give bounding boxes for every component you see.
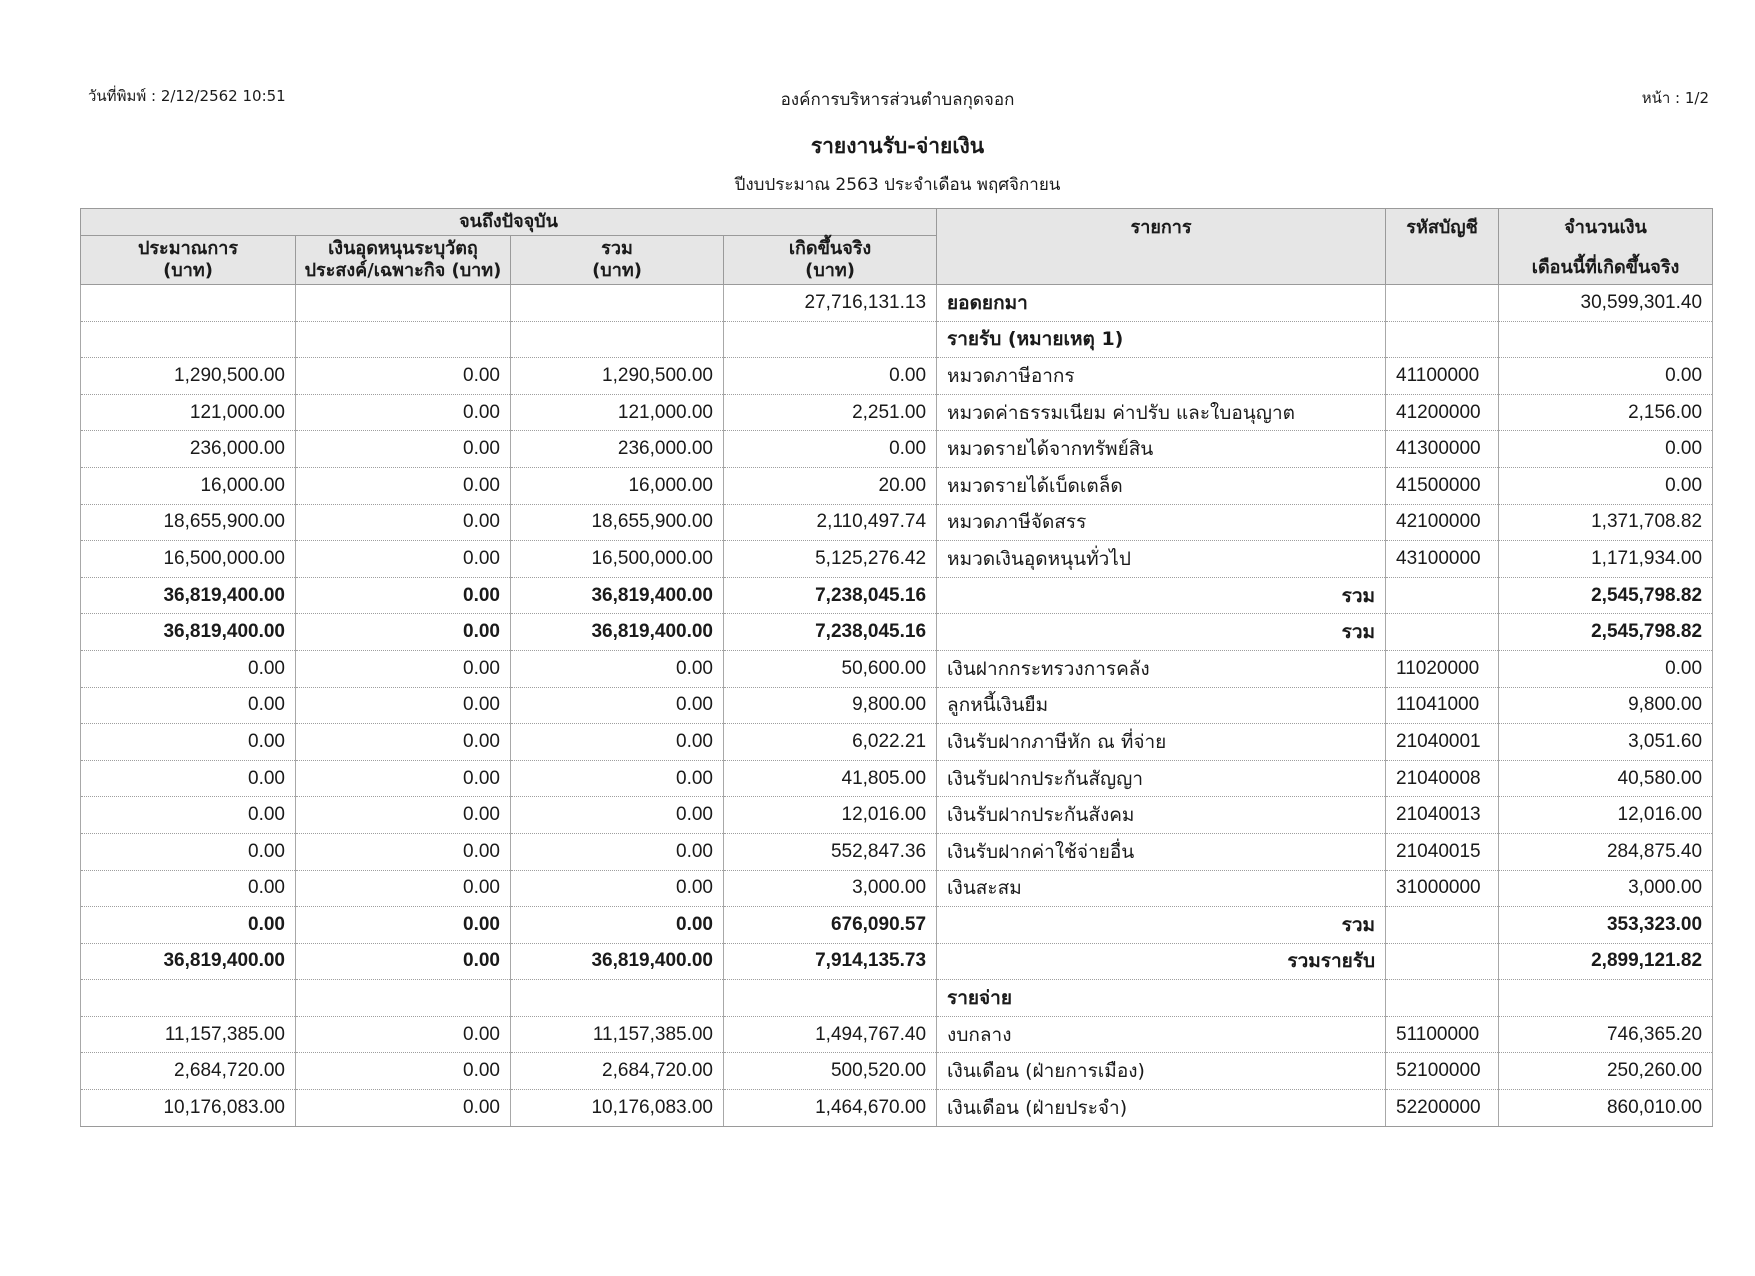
subsidy-cell: 0.00 — [296, 394, 511, 431]
subsidy-cell: 0.00 — [296, 431, 511, 468]
month-amount-cell: 3,000.00 — [1499, 870, 1713, 907]
account-code-cell: 11020000 — [1386, 650, 1499, 687]
subsidy-cell: 0.00 — [296, 504, 511, 541]
table-row — [81, 760, 1713, 797]
subsidy-cell: 0.00 — [296, 541, 511, 578]
estimate-cell: 18,655,900.00 — [81, 504, 296, 541]
subsidy-cell — [296, 321, 511, 358]
account-code-cell: 43100000 — [1386, 541, 1499, 578]
total-cell: 36,819,400.00 — [511, 943, 724, 980]
item-cell: เงินเดือน (ฝ่ายประจำ) — [937, 1090, 1386, 1127]
table-row — [81, 870, 1713, 907]
table-row — [81, 467, 1713, 504]
subsidy-cell: 0.00 — [296, 614, 511, 651]
table-row — [81, 431, 1713, 468]
estimate-cell: 1,290,500.00 — [81, 358, 296, 395]
total-cell: 236,000.00 — [511, 431, 724, 468]
amount-header-label: จำนวนเงิน — [1564, 217, 1647, 238]
table-row — [81, 577, 1713, 614]
item-cell: รายรับ (หมายเหตุ 1) — [937, 321, 1386, 358]
item-cell: งบกลาง — [937, 1016, 1386, 1053]
table-row — [81, 358, 1713, 395]
estimate-cell: 0.00 — [81, 760, 296, 797]
actual-cell: 7,238,045.16 — [724, 577, 937, 614]
total-cell: 0.00 — [511, 797, 724, 834]
item-cell: หมวดภาษีอากร — [937, 358, 1386, 395]
item-cell: หมวดเงินอุดหนุนทั่วไป — [937, 541, 1386, 578]
total-cell: 36,819,400.00 — [511, 614, 724, 651]
item-cell: เงินรับฝากประกันสัญญา — [937, 760, 1386, 797]
item-cell: รายจ่าย — [937, 980, 1386, 1017]
total-cell: 18,655,900.00 — [511, 504, 724, 541]
account-code-cell — [1386, 980, 1499, 1017]
month-amount-cell: 9,800.00 — [1499, 687, 1713, 724]
actual-cell: 2,251.00 — [724, 394, 937, 431]
total-cell: 0.00 — [511, 724, 724, 761]
actual-cell: 41,805.00 — [724, 760, 937, 797]
total-cell: 16,500,000.00 — [511, 541, 724, 578]
item-cell: หมวดภาษีจัดสรร — [937, 504, 1386, 541]
actual-cell: 500,520.00 — [724, 1053, 937, 1090]
account-code-cell: 11041000 — [1386, 687, 1499, 724]
subsidy-cell — [296, 980, 511, 1017]
estimate-cell: 236,000.00 — [81, 431, 296, 468]
subsidy-cell: 0.00 — [296, 1016, 511, 1053]
estimate-cell: 0.00 — [81, 724, 296, 761]
item-cell: หมวดรายได้จากทรัพย์สิน — [937, 431, 1386, 468]
month-amount-cell: 284,875.40 — [1499, 833, 1713, 870]
account-code-cell: 41500000 — [1386, 467, 1499, 504]
estimate-cell: 0.00 — [81, 907, 296, 944]
actual-column-header — [724, 236, 937, 285]
table-row — [81, 541, 1713, 578]
account-code-cell — [1386, 614, 1499, 651]
total-cell: 11,157,385.00 — [511, 1016, 724, 1053]
subsidy-header-label: เงินอุดหนุนระบุวัตถุ — [328, 238, 478, 259]
actual-cell: 1,464,670.00 — [724, 1090, 937, 1127]
account-code-cell: 41100000 — [1386, 358, 1499, 395]
item-cell: เงินรับฝากค่าใช้จ่ายอื่น — [937, 833, 1386, 870]
month-amount-cell: 40,580.00 — [1499, 760, 1713, 797]
item-cell: เงินเดือน (ฝ่ายการเมือง) — [937, 1053, 1386, 1090]
actual-cell: 5,125,276.42 — [724, 541, 937, 578]
actual-cell: 12,016.00 — [724, 797, 937, 834]
table-row — [81, 614, 1713, 651]
account-code-cell — [1386, 907, 1499, 944]
receipts-payments-table — [80, 208, 1713, 1127]
item-cell: รวม — [937, 907, 1386, 944]
table-row — [81, 504, 1713, 541]
actual-header-unit: (บาท) — [805, 260, 855, 281]
total-cell: 0.00 — [511, 833, 724, 870]
amount-header-sublabel: เดือนนี้ที่เกิดขึ้นจริง — [1531, 257, 1680, 278]
subsidy-cell: 0.00 — [296, 687, 511, 724]
actual-cell: 20.00 — [724, 467, 937, 504]
table-row — [81, 980, 1713, 1017]
total-cell: 0.00 — [511, 870, 724, 907]
actual-cell: 7,914,135.73 — [724, 943, 937, 980]
actual-cell: 3,000.00 — [724, 870, 937, 907]
month-amount-cell: 746,365.20 — [1499, 1016, 1713, 1053]
total-cell: 0.00 — [511, 760, 724, 797]
month-amount-cell: 0.00 — [1499, 467, 1713, 504]
table-row — [81, 797, 1713, 834]
total-column-header — [511, 236, 724, 285]
account-code-cell: 21040013 — [1386, 797, 1499, 834]
account-code-cell: 21040001 — [1386, 724, 1499, 761]
total-cell: 2,684,720.00 — [511, 1053, 724, 1090]
actual-cell: 552,847.36 — [724, 833, 937, 870]
account-code-cell: 51100000 — [1386, 1016, 1499, 1053]
estimate-cell: 36,819,400.00 — [81, 614, 296, 651]
month-amount-cell: 30,599,301.40 — [1499, 285, 1713, 322]
item-cell: เงินฝากกระทรวงการคลัง — [937, 650, 1386, 687]
estimate-cell: 2,684,720.00 — [81, 1053, 296, 1090]
actual-cell: 1,494,767.40 — [724, 1016, 937, 1053]
report-title: รายงานรับ-จ่ายเงิน — [810, 134, 985, 158]
actual-cell — [724, 321, 937, 358]
estimate-cell: 0.00 — [81, 687, 296, 724]
month-amount-cell: 2,545,798.82 — [1499, 577, 1713, 614]
account-code-cell: 42100000 — [1386, 504, 1499, 541]
item-cell: หมวดรายได้เบ็ดเตล็ด — [937, 467, 1386, 504]
subsidy-header-line2: ประสงค์/เฉพาะกิจ (บาท) — [304, 260, 502, 281]
account-code-cell — [1386, 943, 1499, 980]
table-row — [81, 321, 1713, 358]
estimate-cell: 0.00 — [81, 833, 296, 870]
month-amount-cell: 250,260.00 — [1499, 1053, 1713, 1090]
item-cell: รวม — [937, 577, 1386, 614]
subsidy-cell: 0.00 — [296, 907, 511, 944]
item-cell: หมวดค่าธรรมเนียม ค่าปรับ และใบอนุญาต — [937, 394, 1386, 431]
table-row — [81, 1053, 1713, 1090]
month-amount-cell: 2,156.00 — [1499, 394, 1713, 431]
subsidy-cell: 0.00 — [296, 1053, 511, 1090]
estimate-header-unit: (บาท) — [163, 260, 213, 281]
total-cell: 121,000.00 — [511, 394, 724, 431]
item-cell: รวมรายรับ — [937, 943, 1386, 980]
table-row — [81, 943, 1713, 980]
item-cell: รวม — [937, 614, 1386, 651]
total-cell: 0.00 — [511, 907, 724, 944]
actual-cell — [724, 980, 937, 1017]
total-cell: 10,176,083.00 — [511, 1090, 724, 1127]
to-date-group-header: จนถึงปัจจุบัน — [81, 209, 937, 236]
total-cell: 0.00 — [511, 650, 724, 687]
actual-cell: 2,110,497.74 — [724, 504, 937, 541]
estimate-cell: 0.00 — [81, 650, 296, 687]
amount-column-header — [1499, 209, 1713, 285]
item-column-header: รายการ — [937, 209, 1386, 285]
estimate-cell: 11,157,385.00 — [81, 1016, 296, 1053]
item-cell: ลูกหนี้เงินยืม — [937, 687, 1386, 724]
subsidy-cell: 0.00 — [296, 467, 511, 504]
item-cell: เงินรับฝากภาษีหัก ณ ที่จ่าย — [937, 724, 1386, 761]
month-amount-cell: 1,371,708.82 — [1499, 504, 1713, 541]
subsidy-cell: 0.00 — [296, 650, 511, 687]
subsidy-cell: 0.00 — [296, 724, 511, 761]
month-amount-cell: 2,899,121.82 — [1499, 943, 1713, 980]
total-cell — [511, 980, 724, 1017]
estimate-cell: 36,819,400.00 — [81, 943, 296, 980]
table-row — [81, 1016, 1713, 1053]
table-row — [81, 650, 1713, 687]
month-amount-cell: 3,051.60 — [1499, 724, 1713, 761]
month-amount-cell: 353,323.00 — [1499, 907, 1713, 944]
table-row — [81, 724, 1713, 761]
actual-cell: 50,600.00 — [724, 650, 937, 687]
account-code-cell: 21040008 — [1386, 760, 1499, 797]
account-code-cell: 21040015 — [1386, 833, 1499, 870]
month-amount-cell: 12,016.00 — [1499, 797, 1713, 834]
account-code-cell: 41200000 — [1386, 394, 1499, 431]
month-amount-cell: 2,545,798.82 — [1499, 614, 1713, 651]
table-body — [81, 285, 1713, 1127]
subsidy-cell: 0.00 — [296, 358, 511, 395]
account-code-cell: 31000000 — [1386, 870, 1499, 907]
actual-cell: 7,238,045.16 — [724, 614, 937, 651]
table-row — [81, 1090, 1713, 1127]
actual-cell: 6,022.21 — [724, 724, 937, 761]
report-subtitle: ปีงบประมาณ 2563 ประจำเดือน พฤศจิกายน — [734, 175, 1061, 195]
account-code-cell — [1386, 577, 1499, 614]
month-amount-cell: 0.00 — [1499, 650, 1713, 687]
month-amount-cell: 1,171,934.00 — [1499, 541, 1713, 578]
total-header-label: รวม — [601, 238, 633, 259]
table-header — [81, 209, 1713, 285]
subsidy-cell: 0.00 — [296, 943, 511, 980]
organization-name: องค์การบริหารส่วนตำบลกุดจอก — [780, 90, 1015, 110]
estimate-column-header — [81, 236, 296, 285]
estimate-cell: 36,819,400.00 — [81, 577, 296, 614]
month-amount-cell: 0.00 — [1499, 358, 1713, 395]
subsidy-cell: 0.00 — [296, 760, 511, 797]
actual-cell: 0.00 — [724, 431, 937, 468]
account-code-column-header: รหัสบัญชี — [1386, 209, 1499, 285]
subsidy-cell: 0.00 — [296, 797, 511, 834]
estimate-cell: 16,500,000.00 — [81, 541, 296, 578]
total-cell: 0.00 — [511, 687, 724, 724]
table-row — [81, 833, 1713, 870]
subsidy-cell: 0.00 — [296, 833, 511, 870]
actual-cell: 27,716,131.13 — [724, 285, 937, 322]
total-cell — [511, 285, 724, 322]
total-cell: 16,000.00 — [511, 467, 724, 504]
total-cell — [511, 321, 724, 358]
subsidy-cell: 0.00 — [296, 1090, 511, 1127]
account-code-cell — [1386, 321, 1499, 358]
estimate-cell: 121,000.00 — [81, 394, 296, 431]
print-date: วันที่พิมพ์ : 2/12/2562 10:51 — [88, 87, 286, 105]
account-code-cell — [1386, 285, 1499, 322]
subsidy-column-header — [296, 236, 511, 285]
item-cell: เงินรับฝากประกันสังคม — [937, 797, 1386, 834]
month-amount-cell — [1499, 980, 1713, 1017]
estimate-cell: 0.00 — [81, 797, 296, 834]
account-code-cell: 52100000 — [1386, 1053, 1499, 1090]
total-cell: 1,290,500.00 — [511, 358, 724, 395]
subsidy-cell — [296, 285, 511, 322]
month-amount-cell: 0.00 — [1499, 431, 1713, 468]
estimate-cell — [81, 980, 296, 1017]
account-code-cell: 52200000 — [1386, 1090, 1499, 1127]
estimate-cell: 0.00 — [81, 870, 296, 907]
account-code-cell: 41300000 — [1386, 431, 1499, 468]
month-amount-cell: 860,010.00 — [1499, 1090, 1713, 1127]
estimate-cell: 10,176,083.00 — [81, 1090, 296, 1127]
item-cell: เงินสะสม — [937, 870, 1386, 907]
month-amount-cell — [1499, 321, 1713, 358]
subsidy-cell: 0.00 — [296, 870, 511, 907]
table-row — [81, 394, 1713, 431]
actual-header-label: เกิดขึ้นจริง — [788, 238, 872, 259]
estimate-cell: 16,000.00 — [81, 467, 296, 504]
page-number: หน้า : 1/2 — [1641, 89, 1709, 107]
total-cell: 36,819,400.00 — [511, 577, 724, 614]
estimate-header-label: ประมาณการ — [137, 238, 239, 259]
table-row — [81, 285, 1713, 322]
estimate-cell — [81, 321, 296, 358]
item-cell: ยอดยกมา — [937, 285, 1386, 322]
table-row — [81, 687, 1713, 724]
subsidy-cell: 0.00 — [296, 577, 511, 614]
actual-cell: 676,090.57 — [724, 907, 937, 944]
estimate-cell — [81, 285, 296, 322]
actual-cell: 0.00 — [724, 358, 937, 395]
table-row — [81, 907, 1713, 944]
actual-cell: 9,800.00 — [724, 687, 937, 724]
total-header-unit: (บาท) — [592, 260, 642, 281]
